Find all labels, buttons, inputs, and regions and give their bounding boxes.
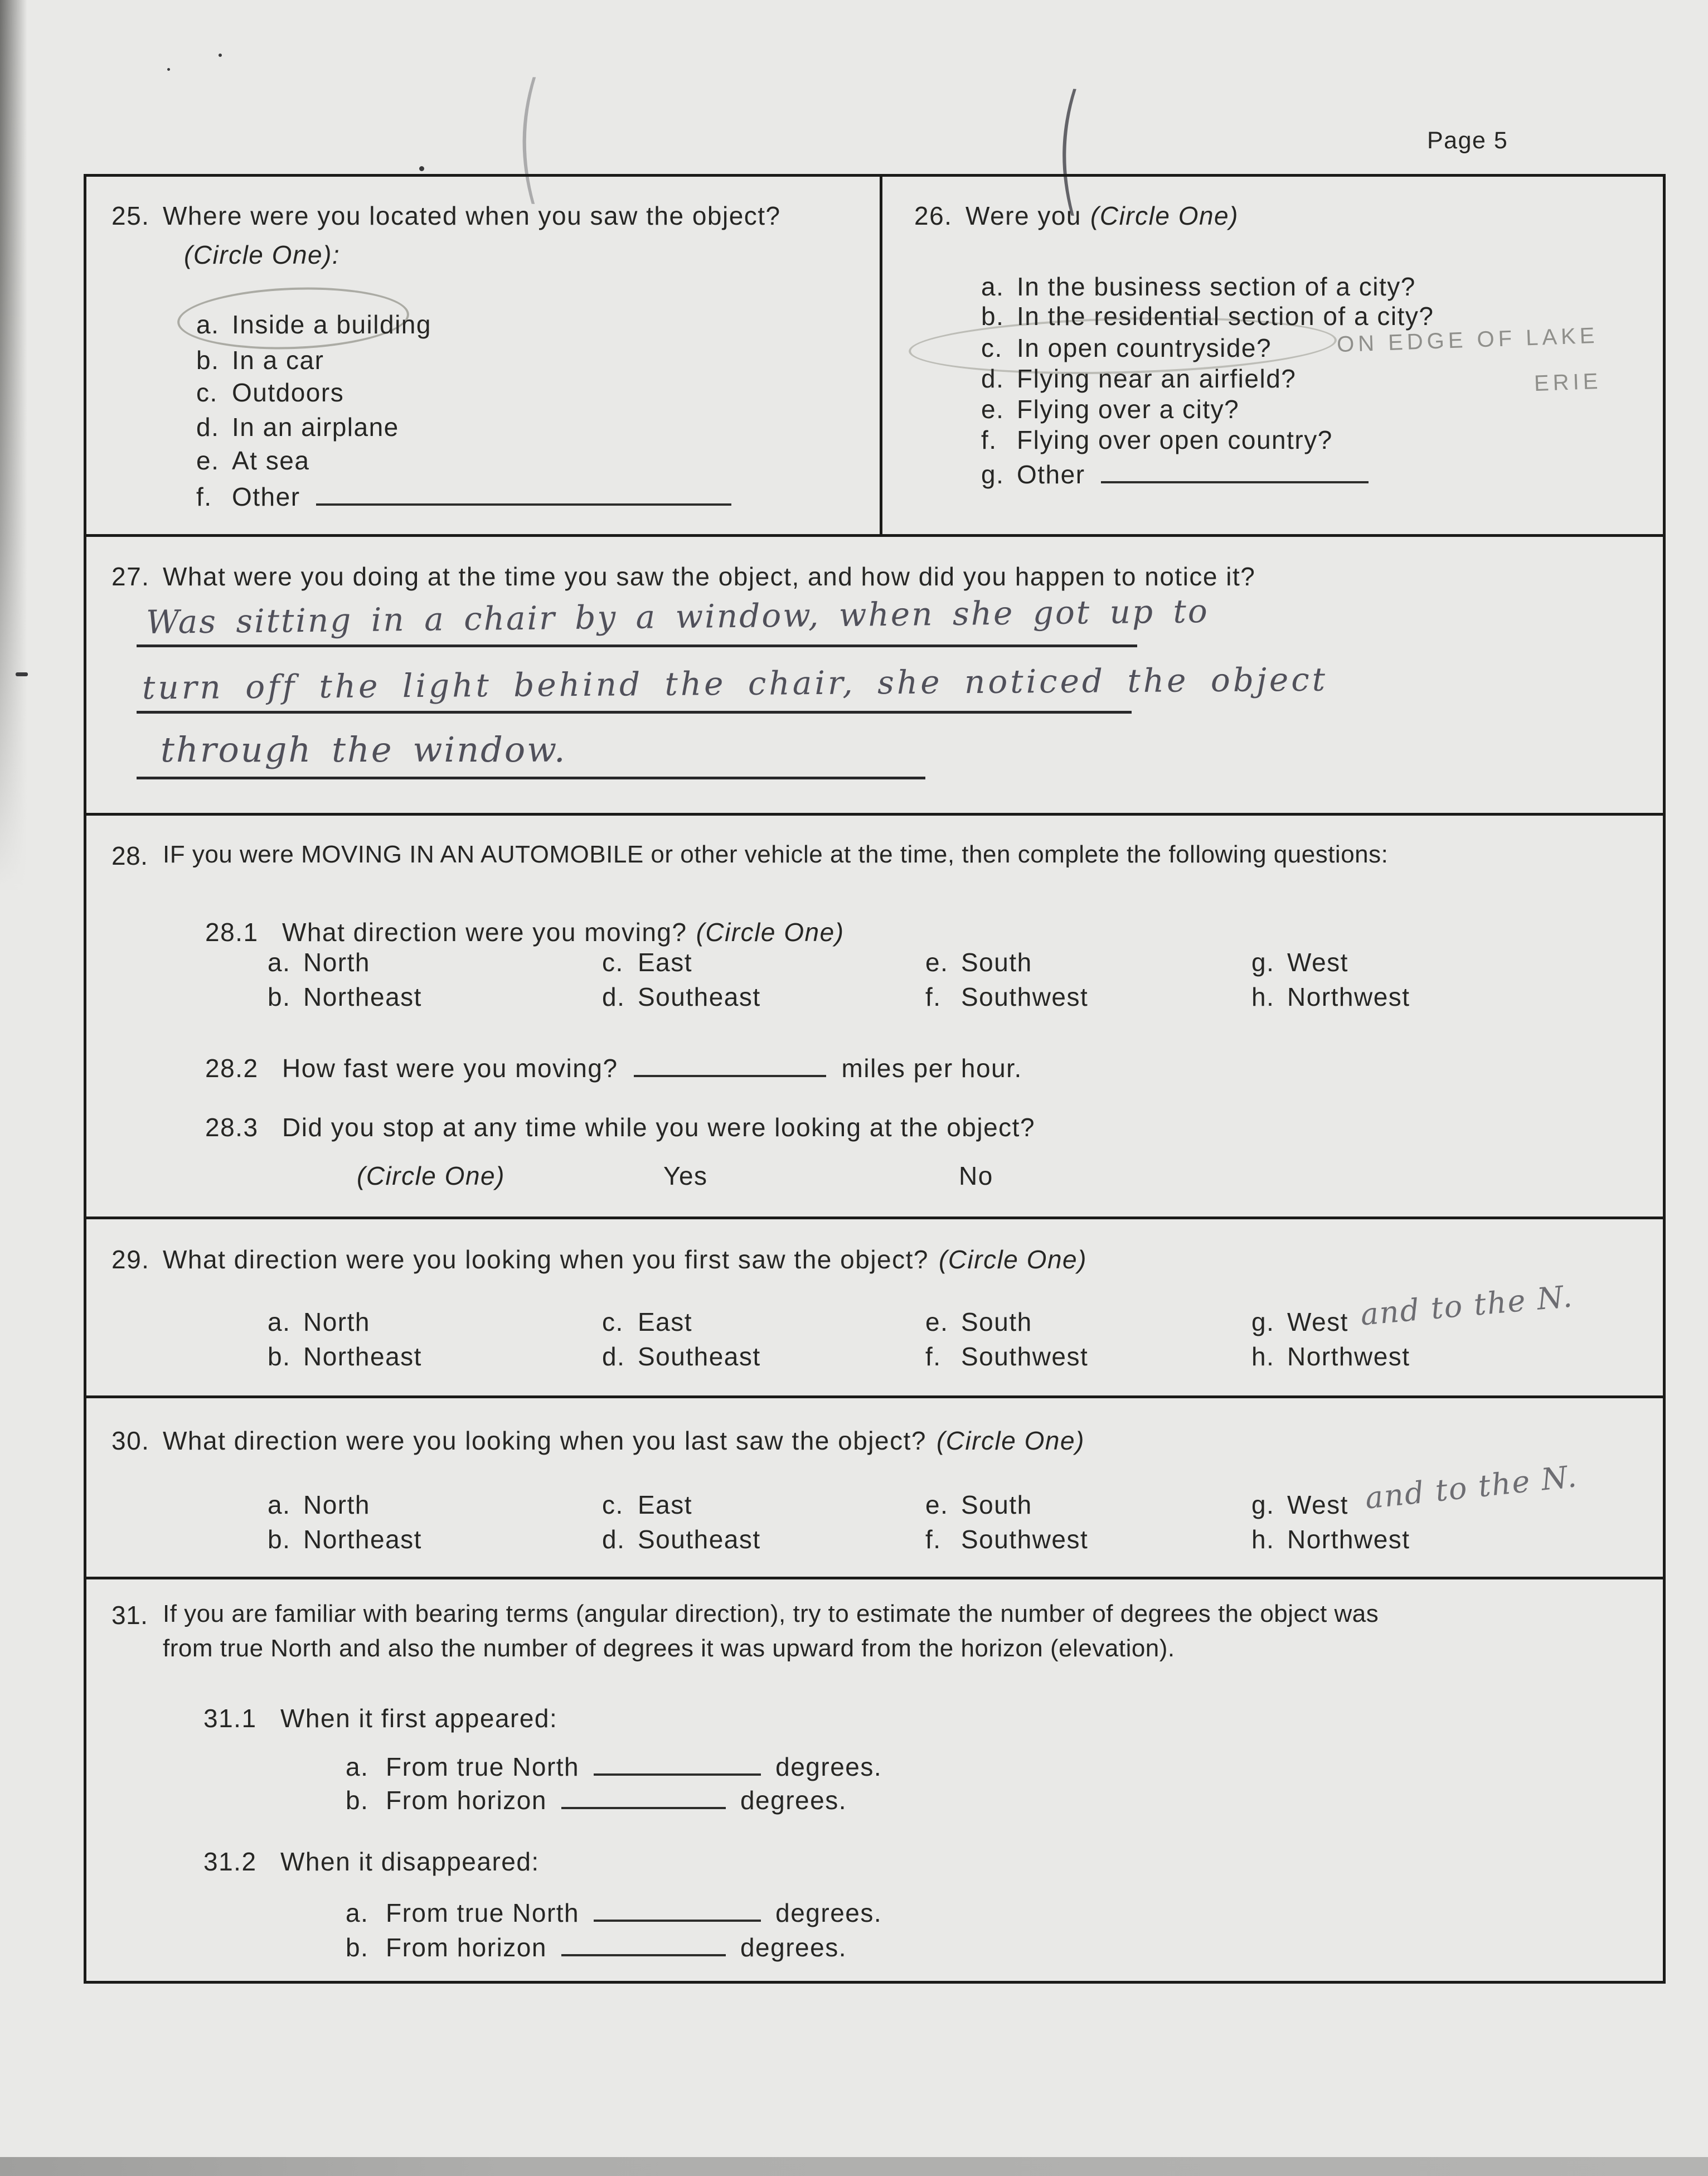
q29-option-d-label: Southeast — [638, 1342, 761, 1371]
q28-1-option-g — [1251, 947, 1348, 977]
q26-option-a — [981, 272, 1416, 302]
q29-number: 29. — [111, 1245, 150, 1274]
q27-answer-rule-2 — [137, 711, 1132, 714]
q26-option-c-label: In open countryside? — [1017, 333, 1272, 362]
q31-number: 31. — [111, 1601, 148, 1630]
q28-2-number: 28.2 — [205, 1054, 259, 1083]
scan-speck — [419, 166, 424, 171]
q30-option-h-letter: h. — [1251, 1525, 1275, 1554]
q30-option-h-label: Northwest — [1287, 1525, 1410, 1554]
q28-1-circle-one-instruction: (Circle One) — [696, 918, 845, 947]
q26-option-f-label: Flying over open country? — [1017, 425, 1333, 454]
q28-2-speed-blank — [634, 1049, 826, 1077]
scan-edge-shadow-bottom — [0, 2157, 1708, 2176]
q27-handwritten-answer-line1: Was sitting in a chair by a window, when she got up to — [145, 592, 1210, 641]
q29-option-e-label: South — [961, 1307, 1032, 1336]
q28-1-option-h-label: Northwest — [1287, 982, 1410, 1011]
q29-handwritten-annotation: and to the N. — [1358, 1278, 1575, 1332]
q30-option-b-label: Northeast — [303, 1525, 422, 1554]
divider-vertical-q25-q26 — [880, 174, 882, 534]
q27-answer-rule-3 — [137, 777, 925, 779]
q28-3-header — [205, 1112, 1035, 1142]
q29-option-c — [602, 1307, 692, 1337]
q30-option-e-letter: e. — [925, 1490, 949, 1519]
q28-1-option-b-letter: b. — [268, 982, 291, 1011]
scan-speck — [167, 68, 170, 71]
q31-2-item-a-letter: a. — [346, 1898, 369, 1927]
q29-option-c-label: East — [638, 1307, 693, 1336]
q29-option-f-letter: f. — [925, 1342, 942, 1371]
q31-2-label: When it disappeared: — [280, 1847, 540, 1876]
q25-option-d — [196, 412, 399, 442]
q26-question: Were you — [965, 201, 1082, 230]
q26-option-d — [981, 364, 1296, 394]
q28-number: 28. — [111, 841, 148, 870]
q28-1-option-c — [602, 947, 692, 977]
q28-1-option-c-letter: c. — [602, 948, 624, 977]
q28-1-option-g-letter: g. — [1251, 948, 1275, 977]
q31-1-item-b-label: From horizon — [386, 1786, 547, 1815]
q31-1-item-a-letter: a. — [346, 1752, 369, 1781]
scan-edge-shadow-left — [0, 0, 29, 892]
q31-1-item-a-label: From true North — [386, 1752, 580, 1781]
q28-1-option-d — [602, 982, 761, 1012]
q29-option-g-letter: g. — [1251, 1307, 1275, 1336]
q29-option-e — [925, 1307, 1032, 1337]
q29-option-h-letter: h. — [1251, 1342, 1275, 1371]
q28-1-option-d-label: Southeast — [638, 982, 761, 1011]
q28-1-option-e-letter: e. — [925, 948, 949, 977]
q26-option-b-letter: b. — [981, 302, 1005, 331]
q28-1-number: 28.1 — [205, 918, 259, 947]
q30-option-c-letter: c. — [602, 1490, 624, 1519]
q26-option-g-label: Other — [1017, 460, 1085, 489]
q30-option-g — [1251, 1490, 1348, 1520]
q28-1-option-a-label: North — [303, 948, 370, 977]
q25-option-a — [196, 309, 431, 340]
q30-number: 30. — [111, 1426, 150, 1455]
q26-option-c — [981, 333, 1272, 363]
q28-1-header — [205, 917, 845, 947]
q27-question: What were you doing at the time you saw the object, and how did you happen to notice it? — [163, 562, 1256, 591]
q28-3-question: Did you stop at any time while you were looking at the object? — [282, 1113, 1036, 1142]
q26-option-d-letter: d. — [981, 364, 1005, 393]
q31-2-number: 31.2 — [203, 1847, 257, 1876]
q28-1-option-d-letter: d. — [602, 982, 625, 1011]
q25-option-c — [196, 377, 344, 408]
q28-1-option-h-letter: h. — [1251, 982, 1275, 1011]
q28-1-option-b-label: Northeast — [303, 982, 422, 1011]
scan-speck — [16, 672, 28, 676]
q26-number: 26. — [914, 201, 953, 230]
q26-option-f — [981, 425, 1333, 455]
q28-1-option-f-label: Southwest — [961, 982, 1089, 1011]
q29-circle-one-instruction: (Circle One) — [939, 1245, 1087, 1274]
q26-option-a-letter: a. — [981, 272, 1005, 301]
q25-option-c-label: Outdoors — [232, 378, 344, 407]
q31-2-item-b-label: From horizon — [386, 1933, 547, 1962]
q30-option-a-label: North — [303, 1490, 370, 1519]
divider-below-q25-q26 — [84, 534, 1666, 537]
divider-below-q27 — [84, 813, 1666, 816]
q27-handwritten-answer-line2: turn off the light behind the chair, she noticed the object — [142, 660, 1328, 707]
q31-2-item-a-blank — [594, 1894, 761, 1922]
q29-option-b-label: Northeast — [303, 1342, 422, 1371]
q30-circle-one-instruction: (Circle One) — [936, 1426, 1085, 1455]
q28-2-question: How fast were you moving? — [282, 1054, 618, 1083]
divider-below-q28 — [84, 1217, 1666, 1219]
scan-artifact-paren-right: ( — [1053, 64, 1084, 232]
q30-option-f-label: Southwest — [961, 1525, 1089, 1554]
q25-option-c-letter: c. — [196, 378, 218, 407]
q26-option-g — [981, 455, 1369, 490]
q28-3-yes-label: Yes — [663, 1161, 708, 1190]
q29-option-d — [602, 1341, 761, 1371]
q31-1-item-b-blank — [561, 1781, 726, 1809]
q28-3-circle-one-instruction: (Circle One) — [357, 1161, 505, 1190]
q28-2-row — [205, 1049, 1022, 1083]
q28-2-suffix: miles per hour. — [841, 1054, 1022, 1083]
q26-header — [914, 201, 1239, 231]
q25-option-f-label: Other — [232, 482, 300, 511]
q31-2-item-b-letter: b. — [346, 1933, 369, 1962]
q31-1-item-a-suffix: degrees. — [775, 1752, 882, 1781]
q28-1-question: What direction were you moving? — [282, 918, 687, 947]
q31-1-item-b-letter: b. — [346, 1786, 369, 1815]
q31-2-item-a — [346, 1894, 882, 1928]
divider-below-q30 — [84, 1577, 1666, 1579]
q30-handwritten-annotation: and to the N. — [1363, 1458, 1579, 1516]
q30-option-d-letter: d. — [602, 1525, 625, 1554]
q30-option-g-letter: g. — [1251, 1490, 1275, 1519]
q25-question: Where were you located when you saw the object? — [163, 201, 781, 230]
q30-option-b-letter: b. — [268, 1525, 291, 1554]
q31-2-item-a-suffix: degrees. — [775, 1898, 882, 1927]
q30-option-g-label: West — [1287, 1490, 1348, 1519]
q30-option-f — [925, 1524, 1088, 1554]
q29-option-a — [268, 1307, 370, 1337]
q29-option-a-label: North — [303, 1307, 370, 1336]
q28-1-option-f — [925, 982, 1088, 1012]
q25-option-f-letter: f. — [196, 482, 212, 511]
q26-option-d-label: Flying near an airfield? — [1017, 364, 1297, 393]
q26-option-g-letter: g. — [981, 460, 1005, 489]
q28-1-option-c-label: East — [638, 948, 693, 977]
q29-option-e-letter: e. — [925, 1307, 949, 1336]
q31-1-header — [203, 1703, 557, 1733]
scan-speck — [219, 54, 222, 57]
q26-handwritten-annotation-line1: ON EDGE OF LAKE — [1336, 323, 1599, 357]
q30-option-d-label: Southeast — [638, 1525, 761, 1554]
q26-handwritten-annotation-line2: ERIE — [1534, 369, 1603, 396]
q29-question: What direction were you looking when you first saw the object? — [163, 1245, 929, 1274]
q25-other-blank — [316, 478, 731, 506]
q31-1-label: When it first appeared: — [280, 1704, 558, 1733]
q30-option-f-letter: f. — [925, 1525, 942, 1554]
scan-artifact-paren-left: ( — [514, 53, 544, 220]
q29-header — [111, 1244, 1087, 1274]
q30-option-a-letter: a. — [268, 1490, 291, 1519]
divider-below-q29 — [84, 1395, 1666, 1398]
q28-1-option-e-label: South — [961, 948, 1032, 977]
q29-option-h — [1251, 1341, 1410, 1371]
q29-option-g — [1251, 1307, 1348, 1337]
q29-option-a-letter: a. — [268, 1307, 291, 1336]
q27-answer-rule-1 — [137, 644, 1137, 647]
q26-option-e-label: Flying over a city? — [1017, 395, 1240, 424]
q31-1-item-b — [346, 1781, 847, 1815]
q29-option-d-letter: d. — [602, 1342, 625, 1371]
q26-option-b-label: In the residential section of a city? — [1017, 302, 1434, 331]
q29-option-h-label: Northwest — [1287, 1342, 1410, 1371]
q30-question: What direction were you looking when you last saw the object? — [163, 1426, 926, 1455]
q25-option-a-letter: a. — [196, 310, 220, 339]
q31-2-item-b — [346, 1928, 847, 1962]
q26-option-f-letter: f. — [981, 425, 997, 454]
q31-question-line1: If you are familiar with bearing terms (angular direction), try to estimate the number of degrees the object was — [163, 1600, 1379, 1627]
q30-option-a — [268, 1490, 370, 1520]
q28-1-option-a-letter: a. — [268, 948, 291, 977]
q31-1-item-b-suffix: degrees. — [740, 1786, 847, 1815]
q28-1-option-b — [268, 982, 422, 1012]
q31-2-header — [203, 1847, 540, 1877]
q28-1-option-h — [1251, 982, 1410, 1012]
q30-header — [111, 1426, 1085, 1456]
q26-option-e — [981, 394, 1239, 424]
q25-option-e-label: At sea — [232, 446, 310, 475]
q31-1-number: 31.1 — [203, 1704, 257, 1733]
q28-3-no-label: No — [959, 1161, 993, 1190]
q31-1-item-a-blank — [594, 1748, 761, 1776]
q29-option-b — [268, 1341, 422, 1371]
q27-handwritten-answer-line3: through the window. — [161, 729, 567, 770]
q29-option-g-label: West — [1287, 1307, 1348, 1336]
q30-option-c-label: East — [638, 1490, 693, 1519]
q31-2-item-b-suffix: degrees. — [740, 1933, 847, 1962]
q31-question-line2: from true North and also the number of degrees it was upward from the horizon (elevation). — [163, 1635, 1175, 1662]
q31-2-item-b-blank — [561, 1928, 726, 1956]
q26-circle-one-instruction: (Circle One) — [1090, 201, 1239, 230]
q28-3-number: 28.3 — [205, 1113, 259, 1142]
q28-1-option-a — [268, 947, 370, 977]
q27-number: 27. — [111, 562, 150, 591]
q25-option-f — [196, 478, 731, 512]
q25-option-d-label: In an airplane — [232, 413, 399, 442]
q25-option-e — [196, 445, 309, 476]
q30-option-e — [925, 1490, 1032, 1520]
q26-option-c-letter: c. — [981, 333, 1003, 362]
q28-1-option-e — [925, 947, 1032, 977]
q26-option-a-label: In the business section of a city? — [1017, 272, 1416, 301]
q25-option-b-letter: b. — [196, 346, 220, 375]
q26-other-blank — [1101, 455, 1369, 483]
q30-option-h — [1251, 1524, 1410, 1554]
q30-option-e-label: South — [961, 1490, 1032, 1519]
q30-option-d — [602, 1524, 761, 1554]
q28-question: IF you were MOVING IN AN AUTOMOBILE or other vehicle at the time, then complete the following questions: — [163, 841, 1389, 868]
q29-option-c-letter: c. — [602, 1307, 624, 1336]
q25-circle-one-instruction: (Circle One): — [184, 240, 341, 269]
q29-option-f — [925, 1341, 1088, 1371]
q25-option-d-letter: d. — [196, 413, 220, 442]
q30-option-b — [268, 1524, 422, 1554]
q26-option-e-letter: e. — [981, 395, 1005, 424]
q29-option-b-letter: b. — [268, 1342, 291, 1371]
q25-option-e-letter: e. — [196, 446, 220, 475]
q25-option-b — [196, 345, 324, 375]
q30-option-c — [602, 1490, 692, 1520]
q25-number: 25. — [111, 201, 150, 230]
q31-1-item-a — [346, 1748, 882, 1782]
page-number: Page 5 — [1427, 127, 1508, 154]
q28-1-option-g-label: West — [1287, 948, 1348, 977]
q29-option-f-label: Southwest — [961, 1342, 1089, 1371]
q26-option-b — [981, 301, 1434, 331]
q31-2-item-a-label: From true North — [386, 1898, 580, 1927]
q25-option-b-label: In a car — [232, 346, 324, 375]
q28-1-option-f-letter: f. — [925, 982, 942, 1011]
q25-option-a-label: Inside a building — [232, 310, 431, 339]
